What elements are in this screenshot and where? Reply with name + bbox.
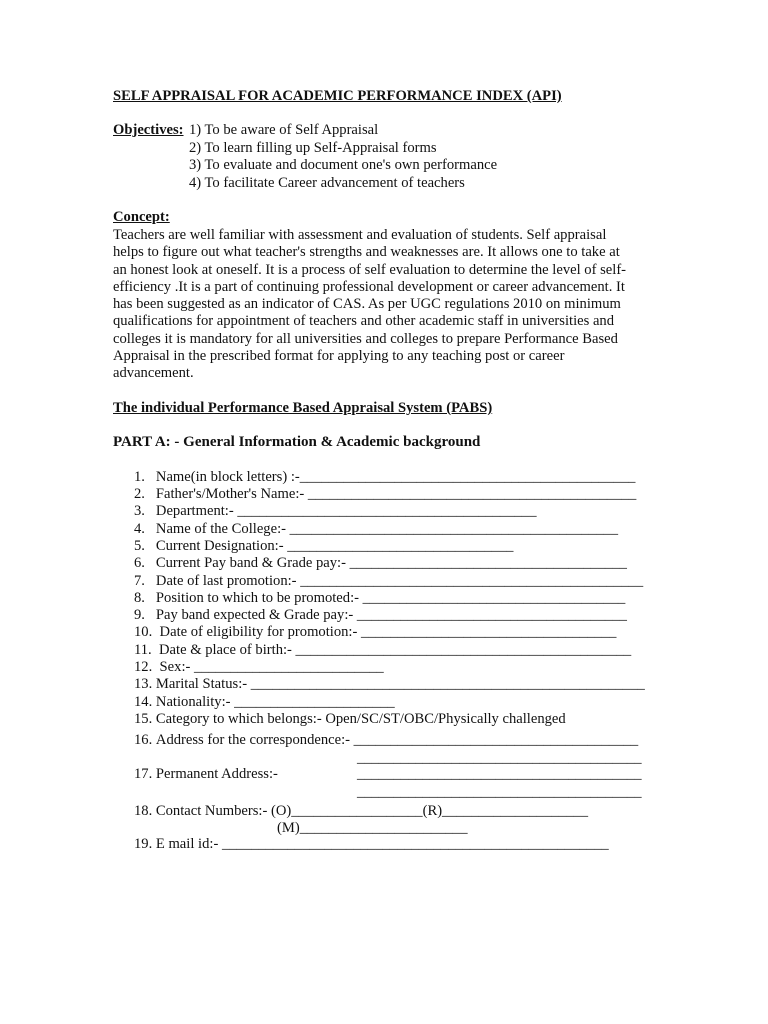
concept-label: Concept:	[113, 209, 170, 225]
form-field-contact-numbers: 18. Contact Numbers:- (O)__________________(R)____________________	[134, 803, 588, 819]
correspondence-address-line: _______________________________________	[357, 750, 642, 766]
concept-line: Teachers are well familiar with assessment and evaluation of students. Self appraisal	[113, 227, 607, 243]
form-field-sex: 12. Sex:- __________________________	[134, 659, 384, 675]
form-field-college: 4. Name of the College:- _____________________________________________	[134, 521, 618, 537]
concept-paragraph	[113, 227, 653, 383]
form-field-nationality: 14. Nationality:- ______________________	[134, 694, 395, 710]
objectives-label: Objectives:	[113, 122, 184, 138]
form-field-name: 1. Name(in block letters) :-______________________________________________	[134, 469, 636, 485]
concept-line: Appraisal in the prescribed format for applying to any teaching post or career	[113, 348, 565, 365]
form-field-parent-name: 2. Father's/Mother's Name:- _____________________________________________	[134, 486, 637, 502]
concept-line: efficiency .It is a part of continuing professional development or career advancement. It	[113, 278, 625, 295]
form-field-position-promoted: 8. Position to which to be promoted:- ____________________________________	[134, 590, 626, 606]
objective-item: 1) To be aware of Self Appraisal	[189, 122, 379, 138]
concept-line: qualifications for appointment of teachers and other academic staff in universities and	[113, 313, 615, 330]
concept-line: colleges it is mandatory for all universities and colleges to prepare Performance Based	[113, 330, 618, 347]
form-field-designation: 5. Current Designation:- _______________________________	[134, 538, 514, 554]
form-field-marital-status: 13. Marital Status:- ______________________________________________________	[134, 676, 645, 692]
objective-item: 3) To evaluate and document one's own performance	[189, 157, 498, 173]
pabs-heading: The individual Performance Based Appraisal System (PABS)	[113, 400, 493, 416]
form-field-birth: 11. Date & place of birth:- ______________________________________________	[134, 642, 632, 658]
part-a-heading: PART A: - General Information & Academic background	[113, 434, 481, 450]
concept-line: has been suggested as an indicator of CAS. As per UGC regulations 2010 on minimum	[113, 296, 621, 313]
concept-line: helps to figure out what teacher's strengths and weaknesses are. It allows one to take at	[113, 244, 620, 261]
form-field-last-promotion: 7. Date of last promotion:- _______________________________________________	[134, 573, 644, 589]
concept-line: advancement.	[113, 365, 194, 382]
permanent-address-line: _______________________________________	[357, 766, 642, 782]
form-field-mobile: (M)_______________________	[277, 820, 468, 836]
concept-line: an honest look at oneself. It is a process of self evaluation to determine the level of self-	[113, 261, 627, 278]
objective-item: 4) To facilitate Career advancement of teachers	[189, 175, 465, 191]
form-field-pay-band-expected: 9. Pay band expected & Grade pay:- _____________________________________	[134, 607, 627, 623]
form-field-correspondence-address: 16. Address for the correspondence:- _______________________________________	[134, 732, 639, 748]
form-field-department: 3. Department:- _________________________________________	[134, 503, 537, 519]
objective-item: 2) To learn filling up Self-Appraisal forms	[189, 140, 437, 156]
form-field-email: 19. E mail id:- _____________________________________________________	[134, 836, 609, 852]
form-field-eligibility-date: 10. Date of eligibility for promotion:- ___________________________________	[134, 624, 617, 640]
document-title: SELF APPRAISAL FOR ACADEMIC PERFORMANCE INDEX (API)	[113, 88, 562, 104]
form-field-category: 15. Category to which belongs:- Open/SC/ST/OBC/Physically challenged	[134, 711, 566, 727]
permanent-address-line: _______________________________________	[357, 784, 642, 800]
form-field-pay-band: 6. Current Pay band & Grade pay:- ______________________________________	[134, 555, 627, 571]
form-field-permanent-address: 17. Permanent Address:-	[134, 766, 278, 782]
